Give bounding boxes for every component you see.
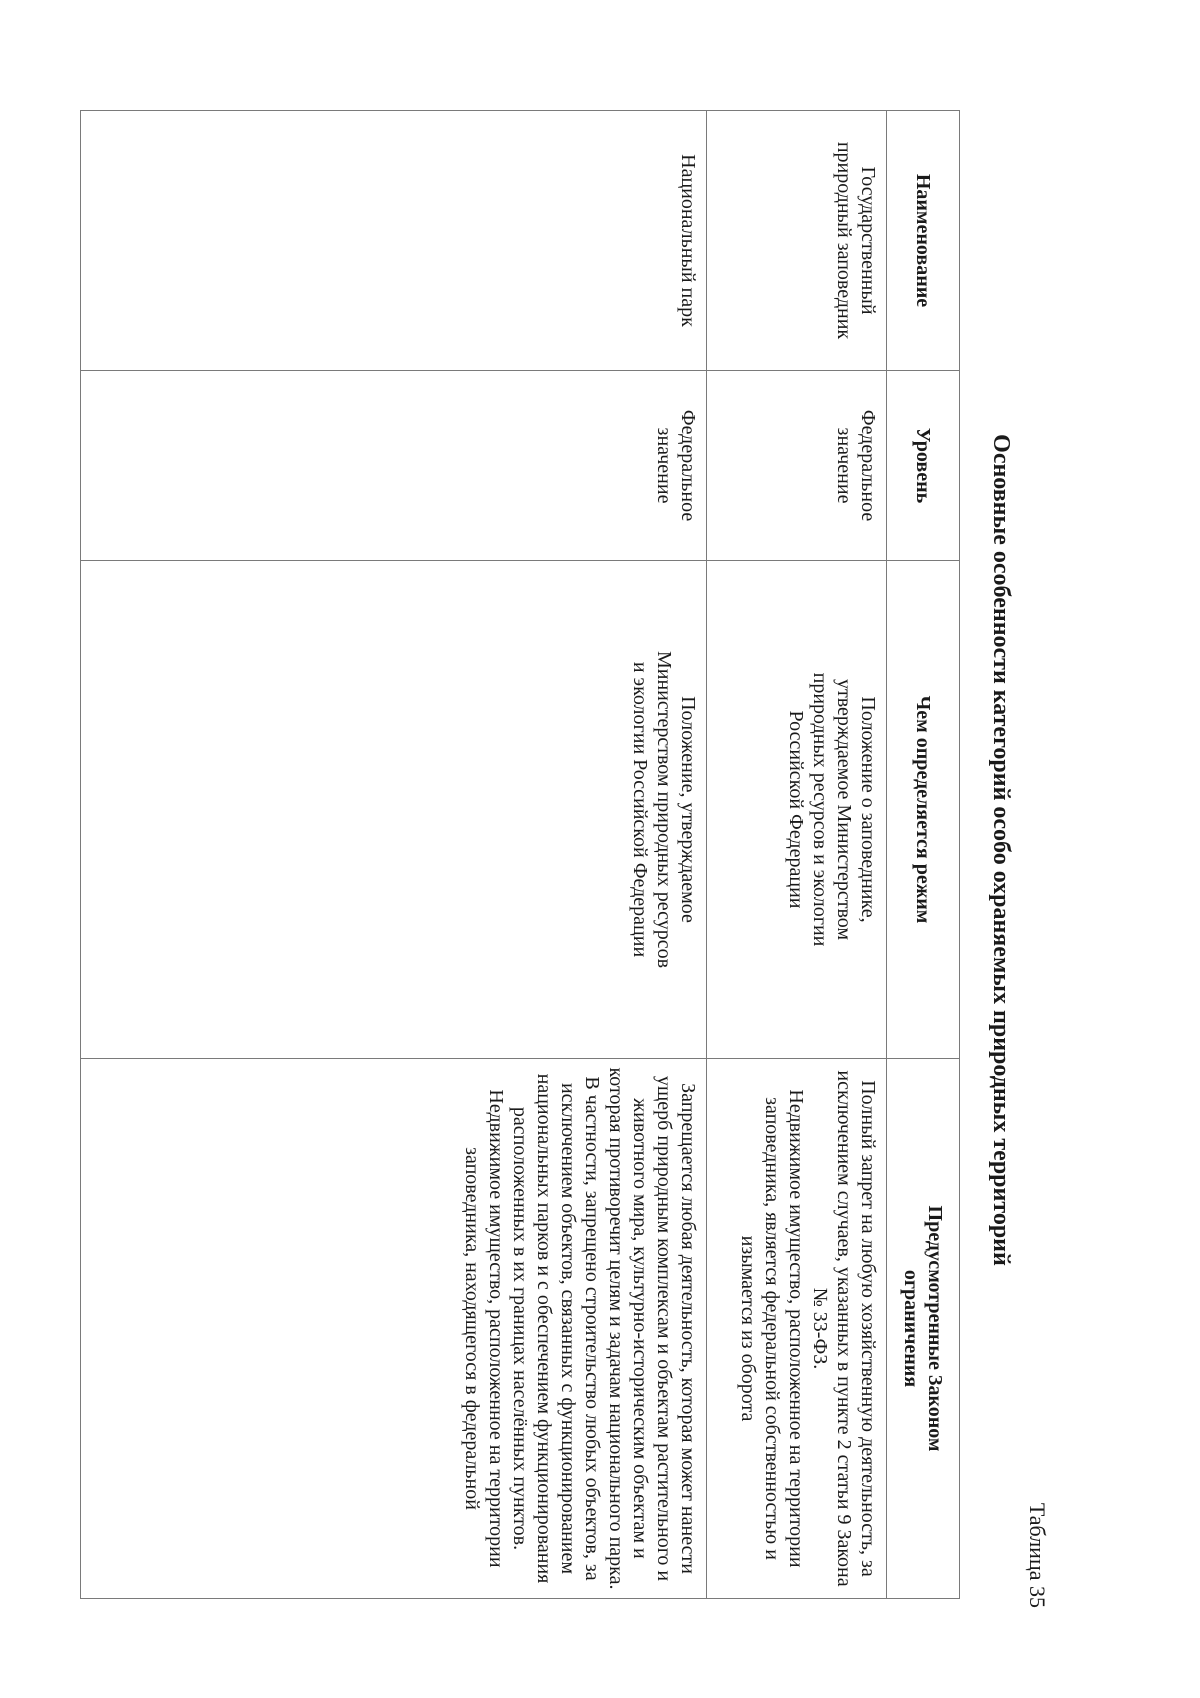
header-level: Уровень	[887, 371, 960, 561]
table-header-row	[887, 111, 960, 1599]
cell-name: Государственный природный заповедник	[707, 111, 887, 371]
restriction-text: Полный запрет на любую хозяйственную деятельность, за исключением случаев, указанных в пункте 2 статьи 9 Закона № 33-ФЗ.	[809, 1070, 879, 1587]
regulations-table	[80, 110, 960, 1599]
cell-restrictions	[81, 1059, 707, 1599]
cell-regime: Положение, утверждаемое Министерством природных ресурсов и экологии Российской Федерации	[81, 561, 707, 1059]
cell-level: Федеральное значение	[707, 371, 887, 561]
restriction-text: В частности, запрещено строительство любых объектов, за исключением объектов, связанных с функционированием национальных парков и с обеспечением функционирования расположенных в их границах населённых пунктов.	[509, 1073, 604, 1584]
table-caption: Таблица 35	[1025, 1502, 1050, 1608]
table-row	[81, 111, 707, 1599]
cell-restrictions	[707, 1059, 887, 1599]
restriction-text: Недвижимое имущество, расположенное на территории заповедника, является федеральной собственностью и изымается из оборота	[737, 1089, 807, 1568]
cell-name: Национальный парк	[81, 111, 707, 371]
restriction-text: Запрещается любая деятельность, которая может нанести ущерб природным комплексам и объектам растительного и животного мира, культурно-историческим объектам и которая противоречит целям и задачам национального парка.	[605, 1067, 700, 1590]
header-restrictions: Предусмотренные Законом ограничения	[887, 1059, 960, 1599]
header-regime: Чем определяется режим	[887, 561, 960, 1059]
restriction-text: Недвижимое имущество, расположенное на территории заповедника, находящегося в федеральной	[461, 1089, 508, 1568]
table-row	[707, 111, 887, 1599]
cell-regime: Положение о заповеднике, утверждаемое Министерством природных ресурсов и экологии Российской Федерации	[707, 561, 887, 1059]
cell-level: Федеральное значение	[81, 371, 707, 561]
header-name: Наименование	[887, 111, 960, 371]
rotated-page	[60, 70, 1050, 1630]
page-title: Основные особенности категорий особо охраняемых природных территорий	[988, 434, 1014, 1266]
